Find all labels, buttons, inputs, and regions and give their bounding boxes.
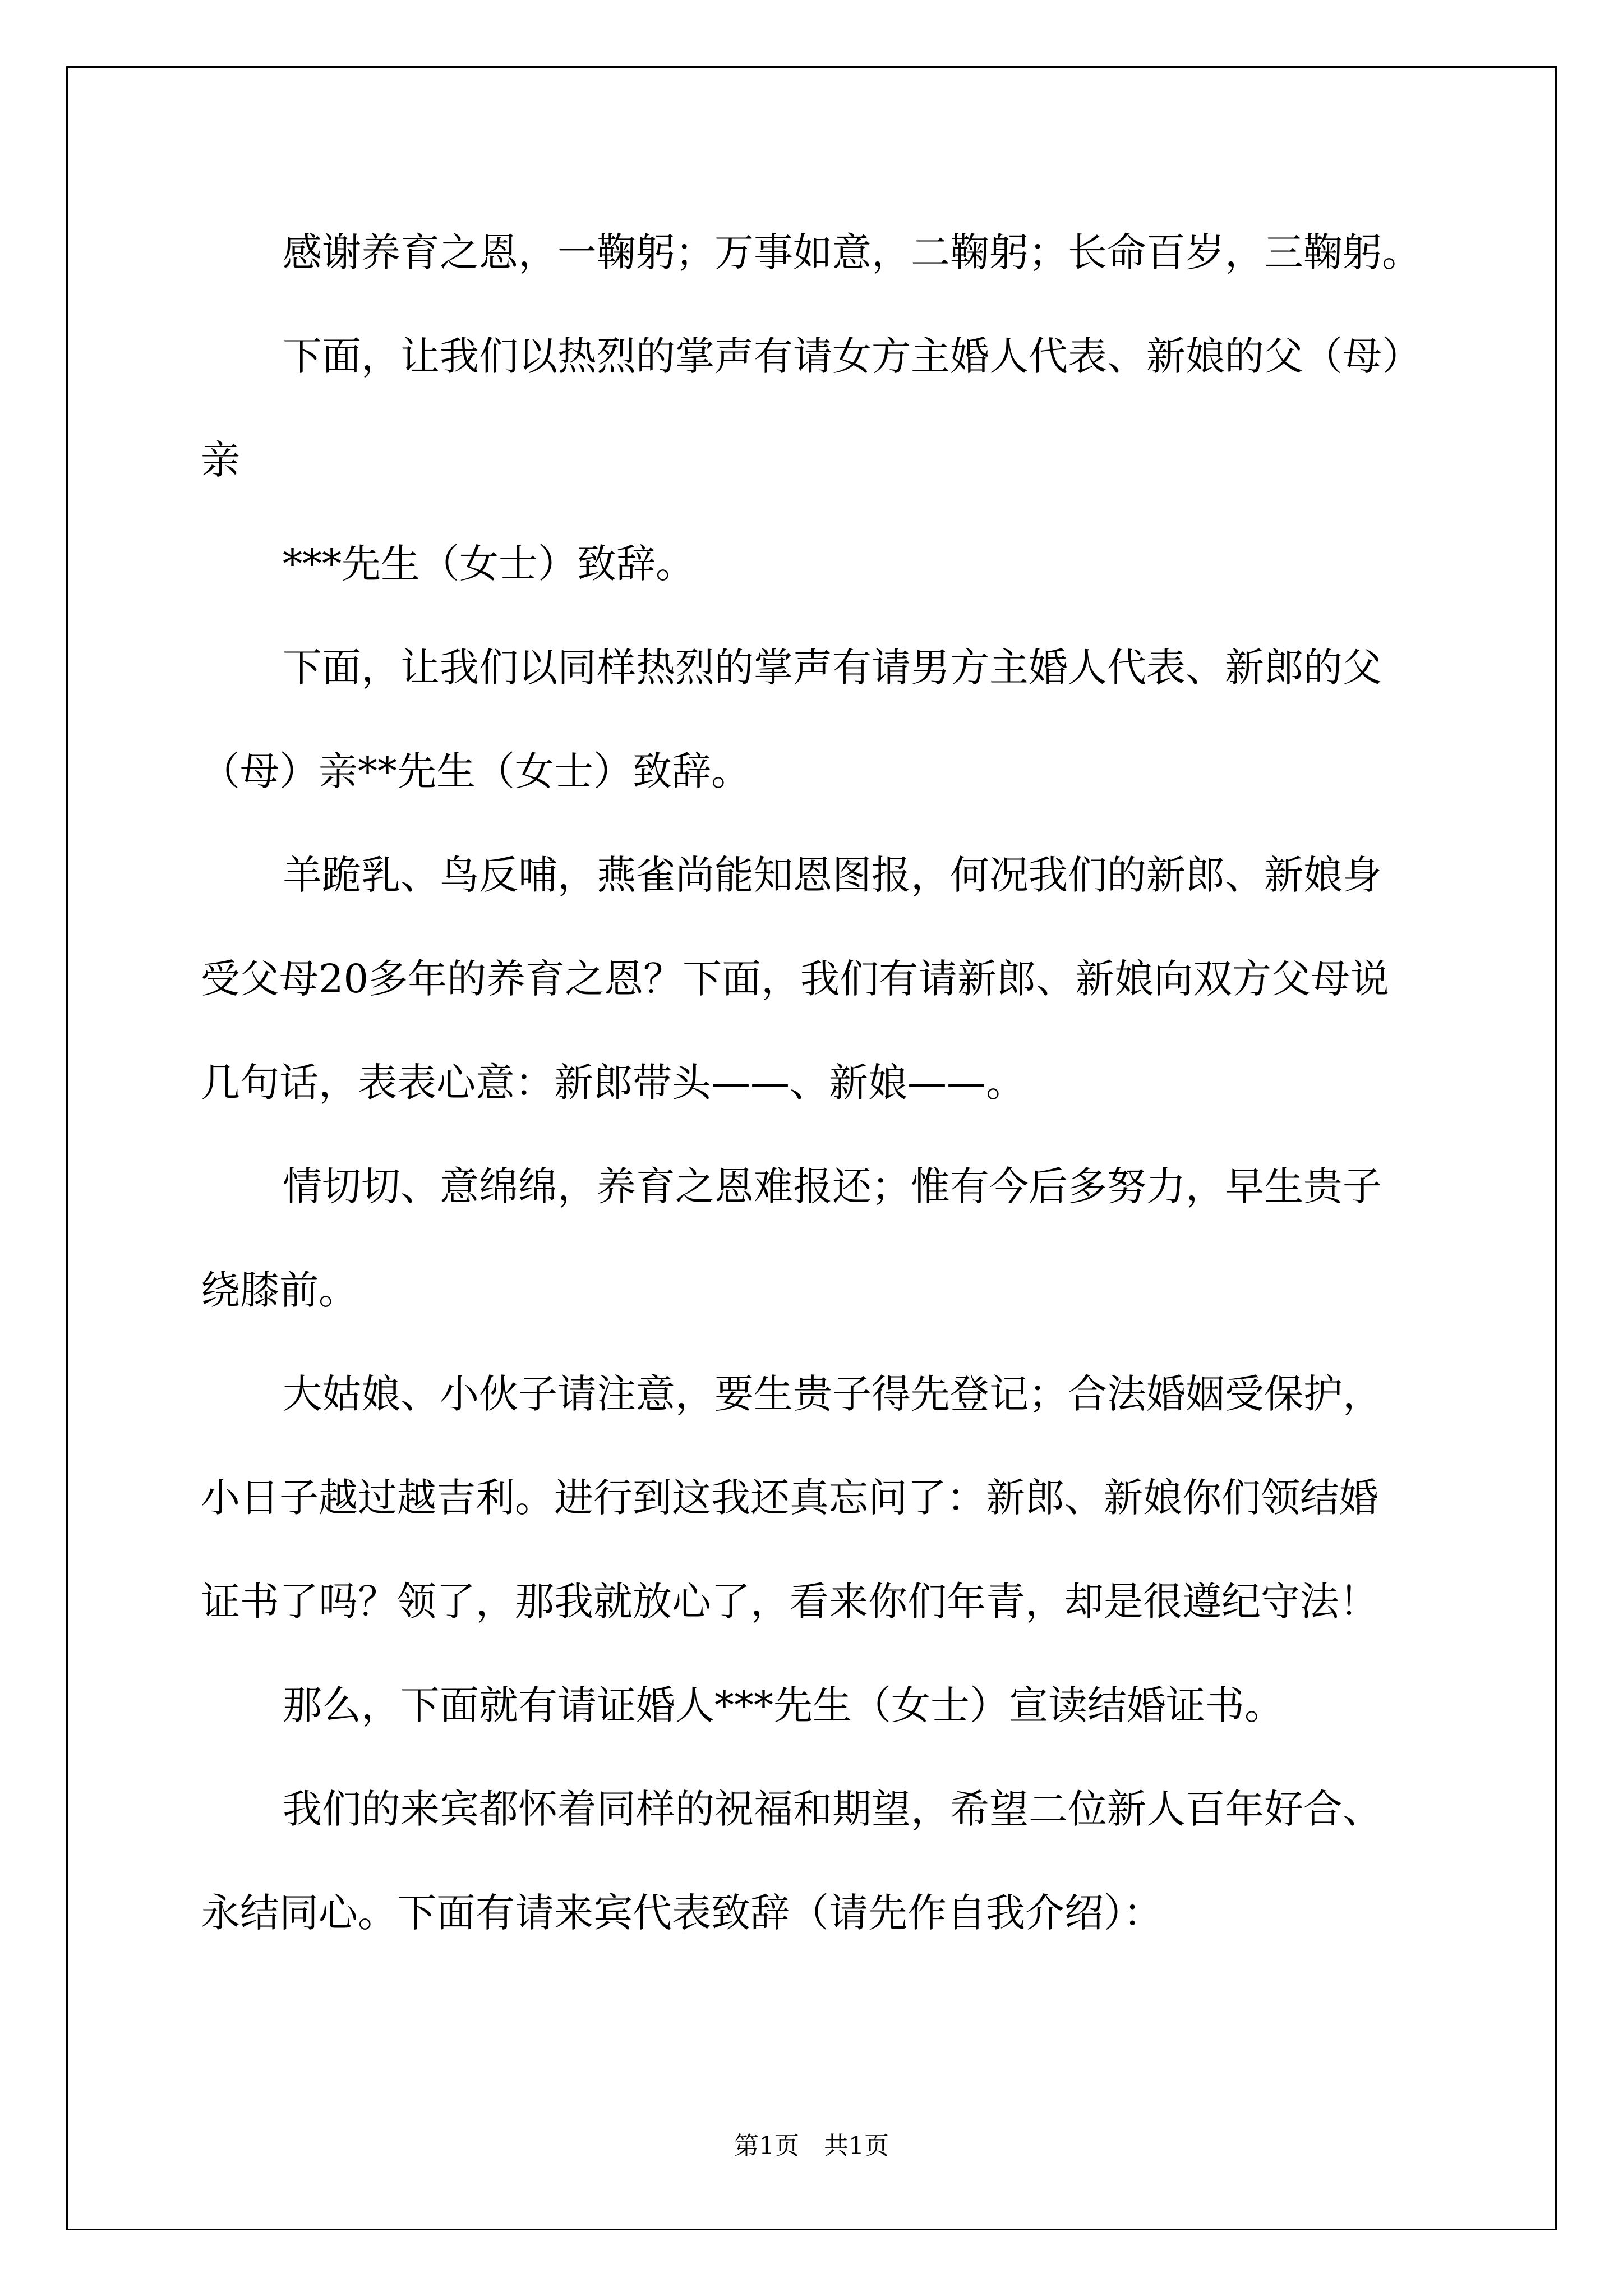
paragraph-line: 情切切、意绵绵，养育之恩难报还；惟有今后多努力，早生贵子	[283, 1163, 1382, 1209]
paragraph-line: （母）亲**先生（女士）致辞。	[201, 748, 750, 794]
page-number: 第1页 共1页	[734, 2132, 889, 2160]
paragraph-line: 下面，让我们以热烈的掌声有请女方主婚人代表、新娘的父（母）	[283, 333, 1421, 379]
paragraph-line: 亲	[201, 437, 240, 483]
paragraph-line: 受父母20多年的养育之恩？下面，我们有请新郎、新娘向双方父母说	[201, 956, 1390, 1002]
paragraph-line: 感谢养育之恩，一鞠躬；万事如意，二鞠躬；长命百岁，三鞠躬。	[283, 229, 1421, 275]
paragraph-line: 绕膝前。	[201, 1267, 358, 1313]
paragraph-line: 大姑娘、小伙子请注意，要生贵子得先登记；合法婚姻受保护，	[283, 1371, 1382, 1417]
paragraph-line: 羊跪乳、鸟反哺，燕雀尚能知恩图报，何况我们的新郎、新娘身	[283, 852, 1382, 898]
paragraph-line: 几句话，表表心意：新郎带头——、新娘——。	[201, 1060, 1025, 1106]
paragraph-line: 我们的来宾都怀着同样的祝福和期望，希望二位新人百年好合、	[283, 1786, 1382, 1832]
paragraph-line: 永结同心。下面有请来宾代表致辞（请先作自我介绍）：	[201, 1890, 1163, 1936]
paragraph-line: 证书了吗？领了，那我就放心了，看来你们年青，却是很遵纪守法！	[201, 1579, 1378, 1625]
paragraph-line: 下面，让我们以同样热烈的掌声有请男方主婚人代表、新郎的父	[283, 645, 1382, 691]
paragraph-line: ***先生（女士）致辞。	[283, 541, 695, 587]
paragraph-line: 那么，下面就有请证婚人***先生（女士）宣读结婚证书。	[283, 1682, 1284, 1728]
paragraph-line: 小日子越过越吉利。进行到这我还真忘问了：新郎、新娘你们领结婚	[201, 1475, 1378, 1521]
